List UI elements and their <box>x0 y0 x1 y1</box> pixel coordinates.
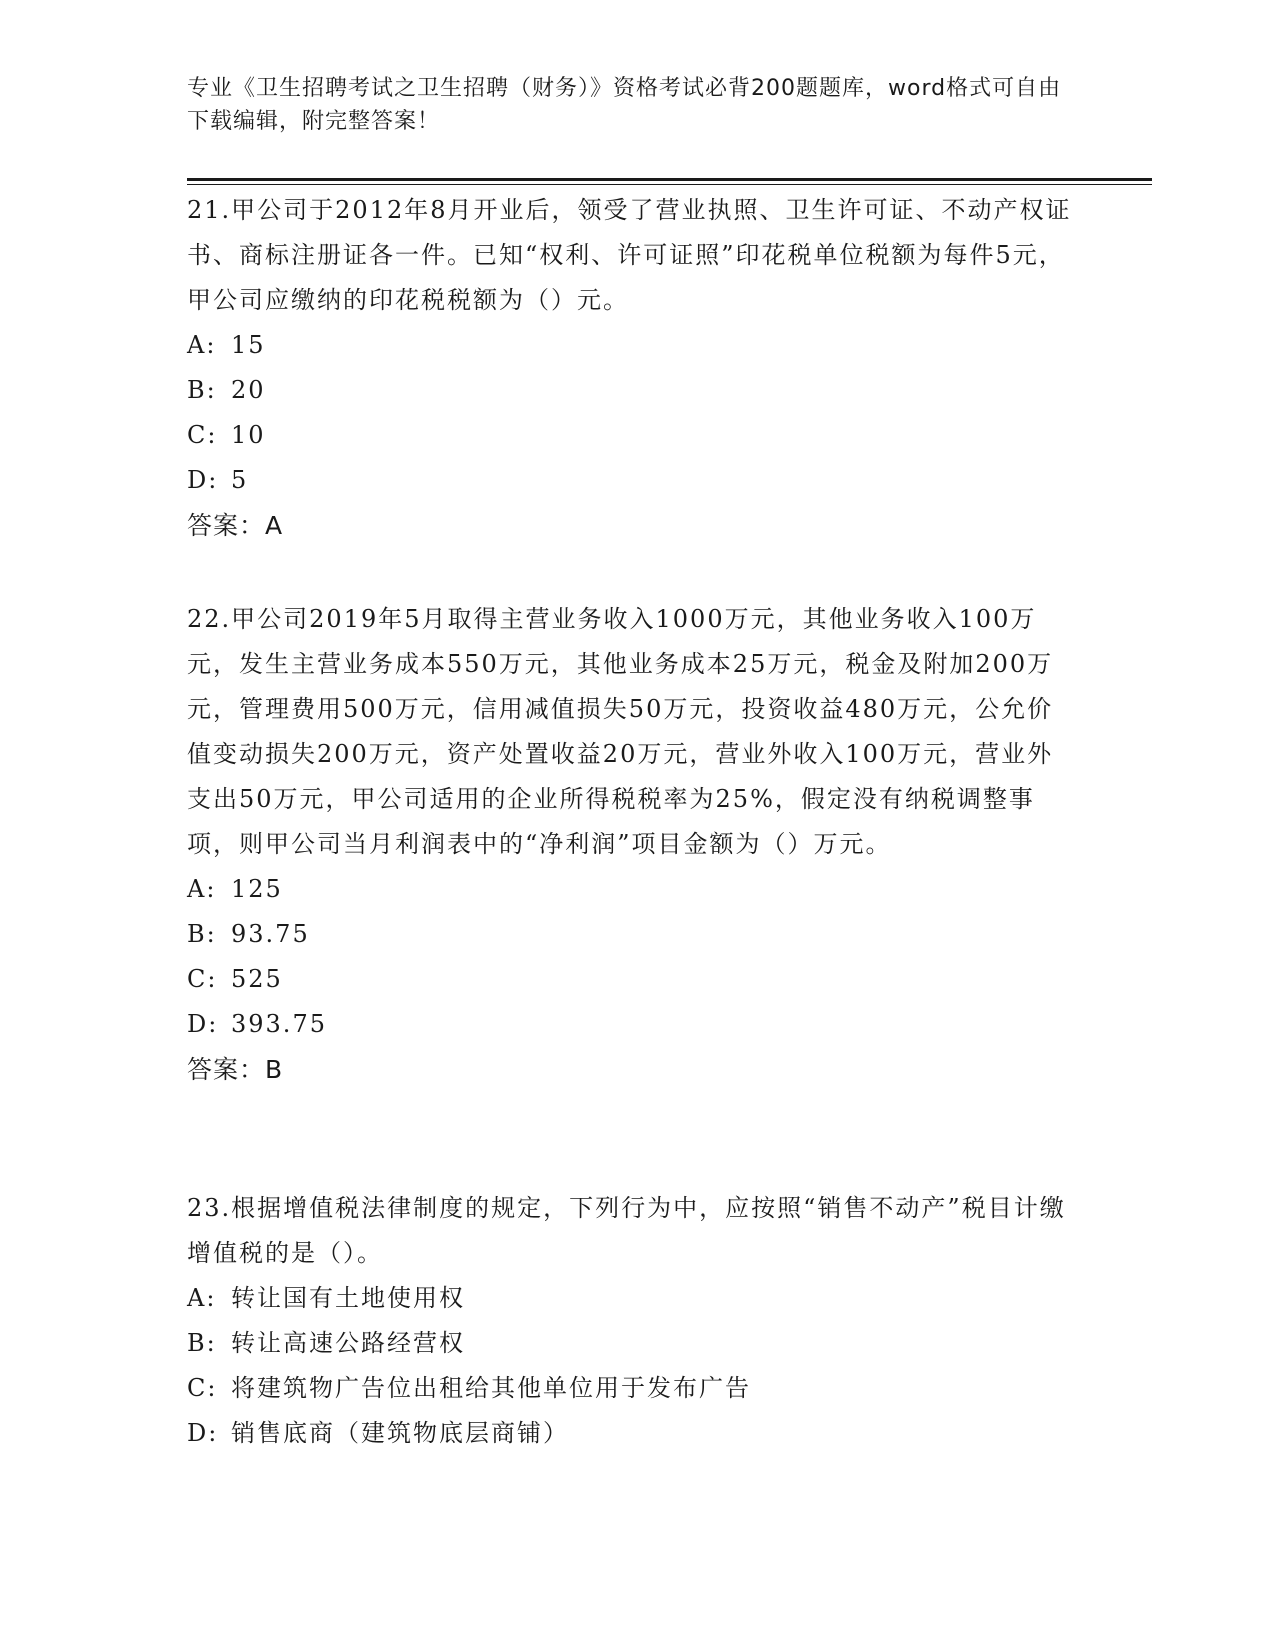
option-letter: D: <box>187 1419 219 1447</box>
option-d <box>187 1411 1077 1456</box>
option-letter: A: <box>187 331 217 359</box>
option-b <box>187 1321 1077 1366</box>
option-letter: B: <box>187 376 217 404</box>
option-letter: C: <box>187 1374 218 1402</box>
option-a <box>187 1276 1077 1321</box>
option-letter: A: <box>187 875 217 903</box>
option-c <box>187 957 1077 1002</box>
answer-label: 答案：B <box>187 1055 284 1084</box>
answer-label: 答案：A <box>187 511 284 540</box>
option-b <box>187 912 1077 957</box>
option-c <box>187 413 1077 458</box>
document-header-title: 专业《卫生招聘考试之卫生招聘（财务）》资格考试必背200题题库，word格式可自由下载编辑，附完整答案！ <box>187 76 1062 134</box>
option-d <box>187 1002 1077 1047</box>
question-stem: 21.甲公司于2012年8月开业后，领受了营业执照、卫生许可证、不动产权证书、商标注册证各一件。已知“权利、许可证照”印花税单位税额为每件5元，甲公司应缴纳的印花税税额为（）元。 <box>187 196 1072 314</box>
question-stem: 23.根据增值税法律制度的规定，下列行为中，应按照“销售不动产”税目计缴增值税的是（）。 <box>187 1194 1066 1267</box>
header-divider-thin <box>187 184 1152 185</box>
option-text: 将建筑物广告位出租给其他单位用于发布广告 <box>231 1374 751 1402</box>
option-text: 93.75 <box>231 920 310 948</box>
option-text: 15 <box>231 331 266 359</box>
option-b <box>187 368 1077 413</box>
question-stem: 22.甲公司2019年5月取得主营业务收入1000万元，其他业务收入100万元，发生主营业务成本550万元，其他业务成本25万元，税金及附加200万元，管理费用500万元，信用减值损失50万元，投资收益480万元，公允价值变动损失200万元，资产处置收益20万元，营业外收入100万元，营业外支出50万元，甲公司适用的企业所得税税率为25%，假定没有纳税调整事项，则甲公司当月利润表中的“净利润”项目金额为（）万元。 <box>187 605 1054 858</box>
question-23 <box>187 1186 1077 1456</box>
question-21 <box>187 188 1077 549</box>
option-letter: C: <box>187 421 218 449</box>
option-letter: C: <box>187 965 218 993</box>
option-text: 转让高速公路经营权 <box>231 1329 465 1357</box>
option-text: 销售底商（建筑物底层商铺） <box>231 1419 569 1447</box>
option-letter: B: <box>187 920 217 948</box>
option-letter: D: <box>187 466 219 494</box>
option-text: 5 <box>231 466 249 494</box>
option-a <box>187 323 1077 368</box>
option-text: 10 <box>231 421 266 449</box>
option-c <box>187 1366 1077 1411</box>
option-text: 20 <box>231 376 266 404</box>
option-text: 转让国有土地使用权 <box>231 1284 465 1312</box>
option-letter: D: <box>187 1010 219 1038</box>
option-a <box>187 867 1077 912</box>
header-divider-thick <box>187 178 1152 181</box>
question-22 <box>187 597 1077 1093</box>
option-text: 393.75 <box>231 1010 327 1038</box>
option-d <box>187 458 1077 503</box>
option-letter: A: <box>187 1284 217 1312</box>
option-text: 125 <box>231 875 283 903</box>
option-text: 525 <box>231 965 283 993</box>
option-letter: B: <box>187 1329 217 1357</box>
